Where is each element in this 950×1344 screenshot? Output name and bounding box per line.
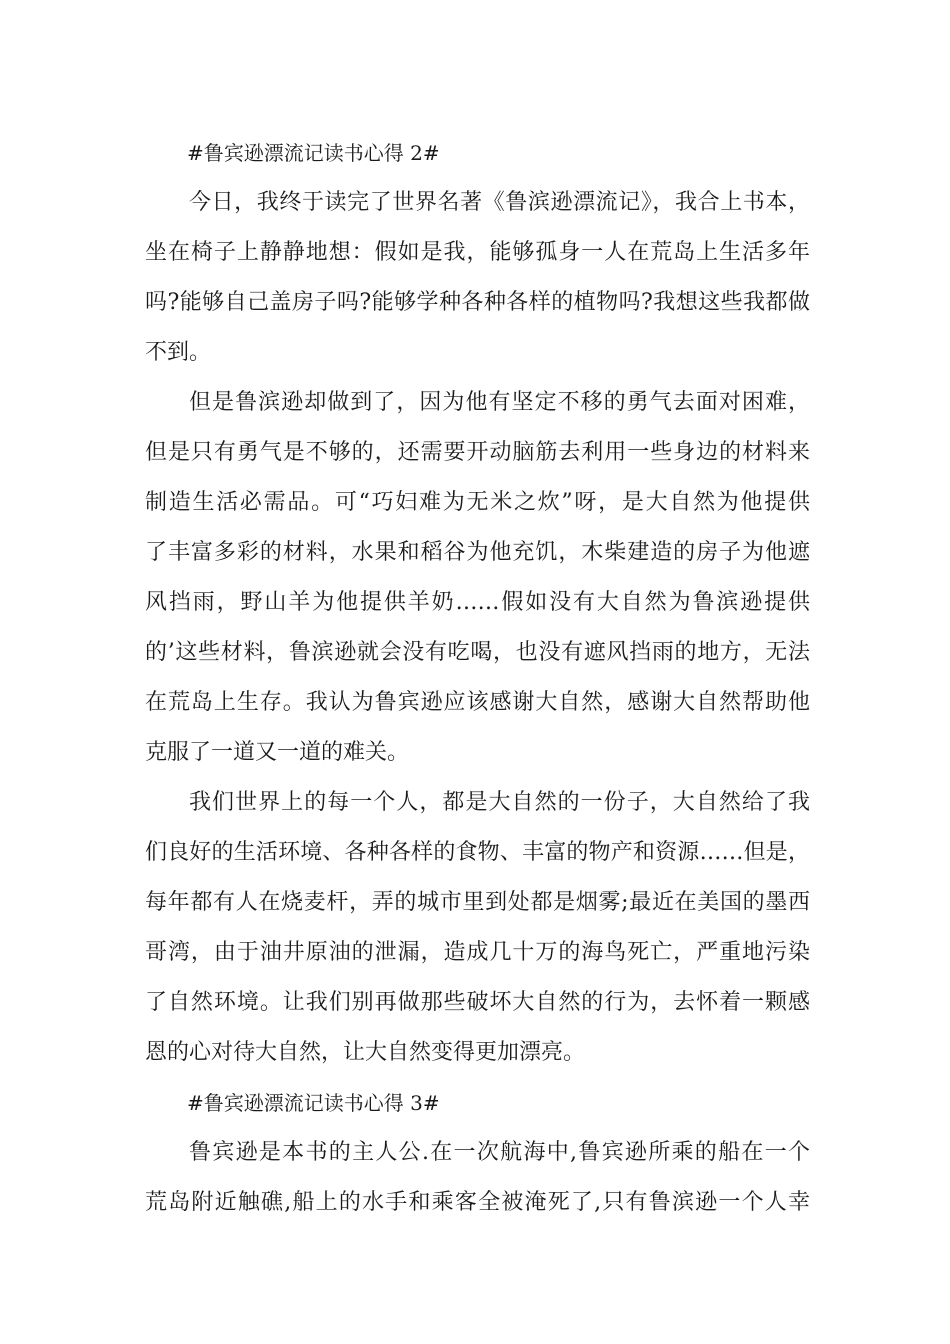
section-heading-3: #鲁宾逊漂流记读书心得 3# <box>187 1091 440 1115</box>
text-line: 了丰富多彩的材料，水果和稻谷为他充饥，木柴建造的房子为他遮 <box>145 540 810 565</box>
text-line: 的’这些材料，鲁滨逊就会没有吃喝，也没有遮风挡雨的地方，无法 <box>145 640 810 665</box>
text-line: 风挡雨，野山羊为他提供羊奶……假如没有大自然为鲁滨逊提供 <box>145 590 810 615</box>
text-line: 吗?能够自己盖房子吗?能够学种各种各样的植物吗?我想这些我都做 <box>145 290 810 315</box>
paragraph-2 <box>145 378 810 778</box>
text-line: 在荒岛上生存。我认为鲁宾逊应该感谢大自然，感谢大自然帮助他 <box>145 690 810 715</box>
text-line: 们良好的生活环境、各种各样的食物、丰富的物产和资源……但是， <box>145 840 810 865</box>
text-line: 今日，我终于读完了世界名著《鲁滨逊漂流记》，我合上书本， <box>189 190 810 215</box>
text-line: 制造生活必需品。可“巧妇难为无米之炊”呀，是大自然为他提供 <box>145 490 810 515</box>
text-line: 哥湾，由于油井原油的泄漏，造成几十万的海鸟死亡，严重地污染 <box>145 940 810 965</box>
section-heading-2: #鲁宾逊漂流记读书心得 2# <box>187 141 440 165</box>
text-line: 恩的心对待大自然，让大自然变得更加漂亮。 <box>145 1040 586 1065</box>
text-line: 了自然环境。让我们别再做那些破坏大自然的行为，去怀着一颗感 <box>145 990 810 1015</box>
paragraph-3 <box>145 778 810 1078</box>
text-line: 坐在椅子上静静地想：假如是我，能够孤身一人在荒岛上生活多年 <box>145 240 810 265</box>
document-body <box>145 128 810 1228</box>
text-line: 但是只有勇气是不够的，还需要开动脑筋去利用一些身边的材料来 <box>145 440 810 465</box>
paragraph-4 <box>145 1128 810 1228</box>
paragraph-1 <box>145 178 810 378</box>
text-line: 不到。 <box>145 340 212 365</box>
text-line: 但是鲁滨逊却做到了，因为他有坚定不移的勇气去面对困难， <box>189 390 810 415</box>
text-line: 荒岛附近触礁,船上的水手和乘客全被淹死了,只有鲁滨逊一个人幸 <box>145 1190 810 1215</box>
text-line: 我们世界上的每一个人，都是大自然的一份子，大自然给了我 <box>189 790 810 815</box>
text-line: 每年都有人在烧麦杆，弄的城市里到处都是烟雾;最近在美国的墨西 <box>145 890 810 915</box>
text-line: 克服了一道又一道的难关。 <box>145 740 410 765</box>
text-line: 鲁宾逊是本书的主人公.在一次航海中,鲁宾逊所乘的船在一个 <box>189 1140 810 1165</box>
